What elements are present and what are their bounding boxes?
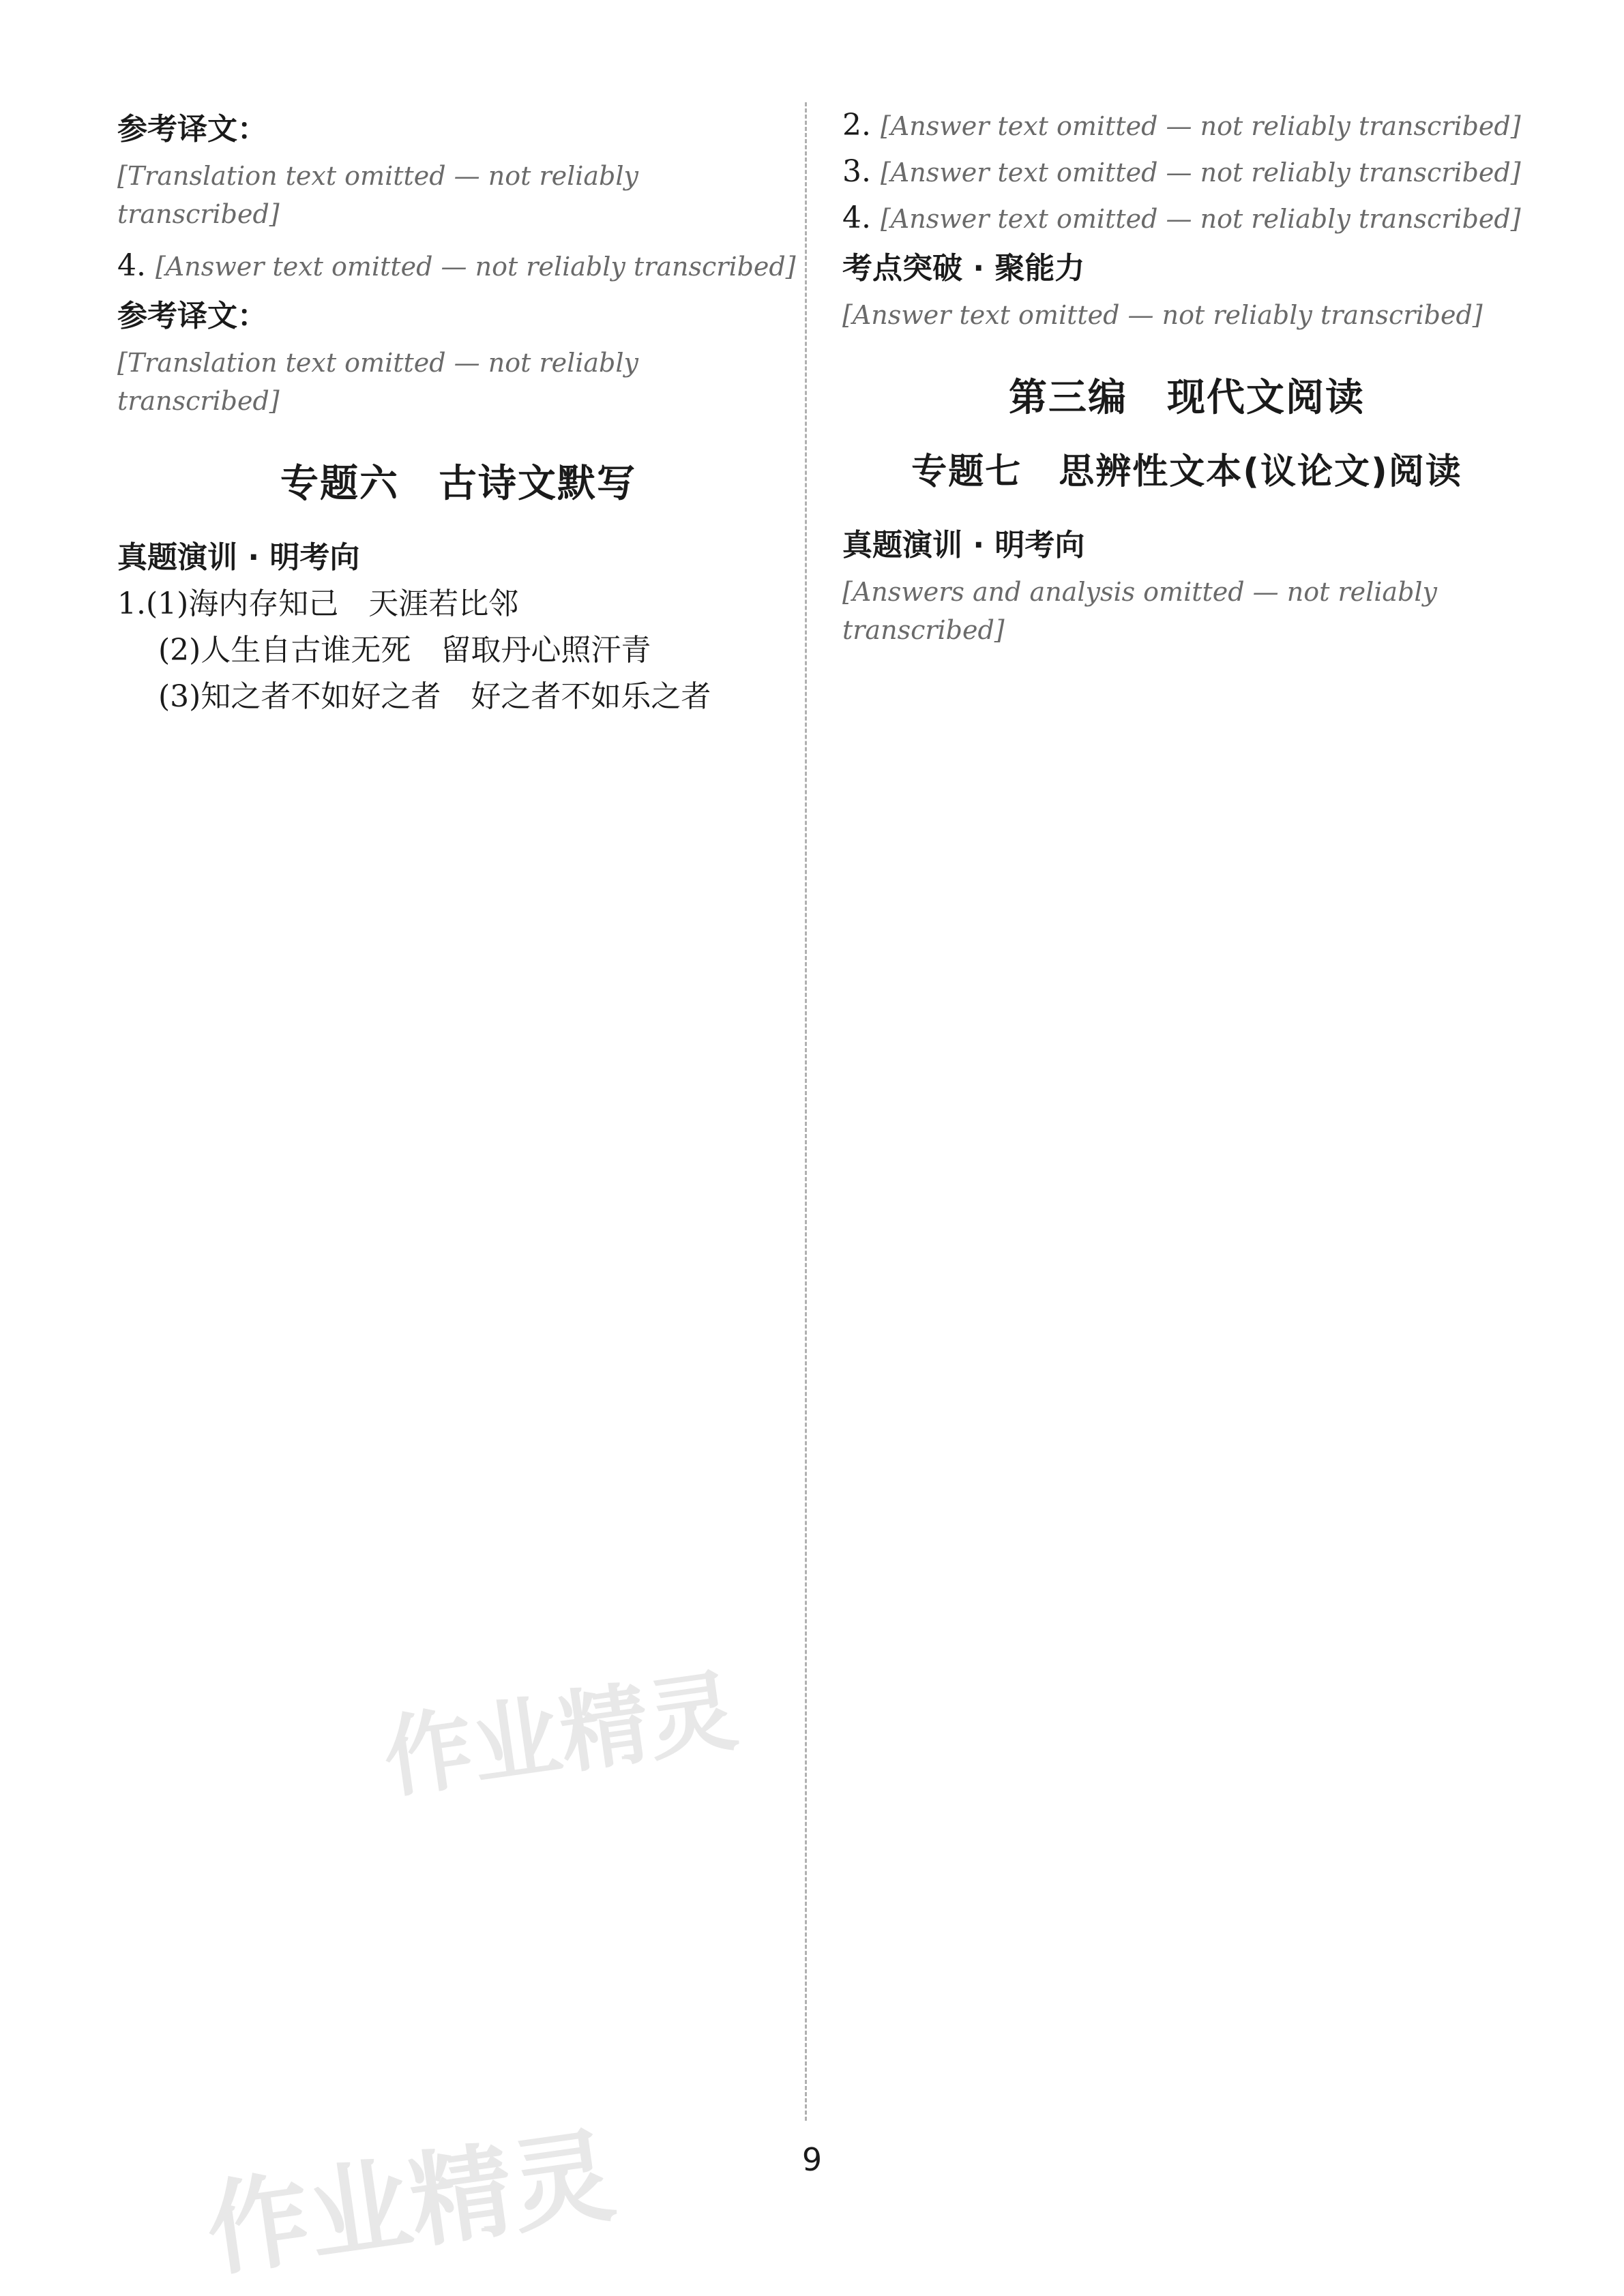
left-column xyxy=(117,102,799,720)
omitted-translation-1: [Translation text omitted — not reliably transcribed] xyxy=(117,161,639,229)
answer-item-4 xyxy=(117,243,799,289)
list-item: (2)人生自古谁无死 留取丹心照汗青 xyxy=(158,633,651,668)
section-label-real-questions: 真题演训 · 明考向 xyxy=(842,528,1085,563)
omitted-translation-2: [Translation text omitted — not reliably transcribed] xyxy=(117,348,639,416)
watermark: 作业精灵 xyxy=(199,2116,622,2291)
right-column xyxy=(842,102,1531,659)
reference-translation-label: 参考译文： xyxy=(117,299,267,333)
list-item: 1.(1)海内存知己 天涯若比邻 xyxy=(117,586,519,621)
section-label-real-questions: 真题演训 · 明考向 xyxy=(117,540,360,575)
answer-item-2: 2. [Answer text omitted — not reliably transcribed] xyxy=(842,108,1521,143)
column-divider xyxy=(805,102,807,2121)
list-item: (3)知之者不如好之者 好之者不如乐之者 xyxy=(158,679,711,714)
chapter-6-title: 专题六 古诗文默写 xyxy=(280,462,636,506)
omitted-item-4: [Answer text omitted — not reliably transcribed] xyxy=(155,252,796,282)
omitted-breakthrough: [Answer text omitted — not reliably transcribed] xyxy=(842,300,1483,330)
reference-translation-label: 参考译文： xyxy=(117,112,267,147)
chapter-7-title: 专题七 思辨性文本(议论文)阅读 xyxy=(911,451,1462,492)
omitted-item-4: [Answer text omitted — not reliably transcribed] xyxy=(880,204,1521,234)
part-3-title: 第三编 现代文阅读 xyxy=(1009,376,1365,420)
omitted-item-2: [Answer text omitted — not reliably transcribed] xyxy=(880,111,1521,141)
item-number: 4. xyxy=(117,248,146,283)
section-label-breakthrough: 考点突破 · 聚能力 xyxy=(842,251,1085,286)
omitted-chapter-7: [Answers and analysis omitted — not reliably transcribed] xyxy=(842,577,1438,645)
page-number: 9 xyxy=(801,2141,823,2178)
watermark: 作业精灵 xyxy=(377,1658,743,1811)
omitted-item-3: [Answer text omitted — not reliably transcribed] xyxy=(880,158,1521,188)
answer-item-4: 4. [Answer text omitted — not reliably transcribed] xyxy=(842,200,1521,235)
answer-item-3: 3. [Answer text omitted — not reliably transcribed] xyxy=(842,154,1521,189)
